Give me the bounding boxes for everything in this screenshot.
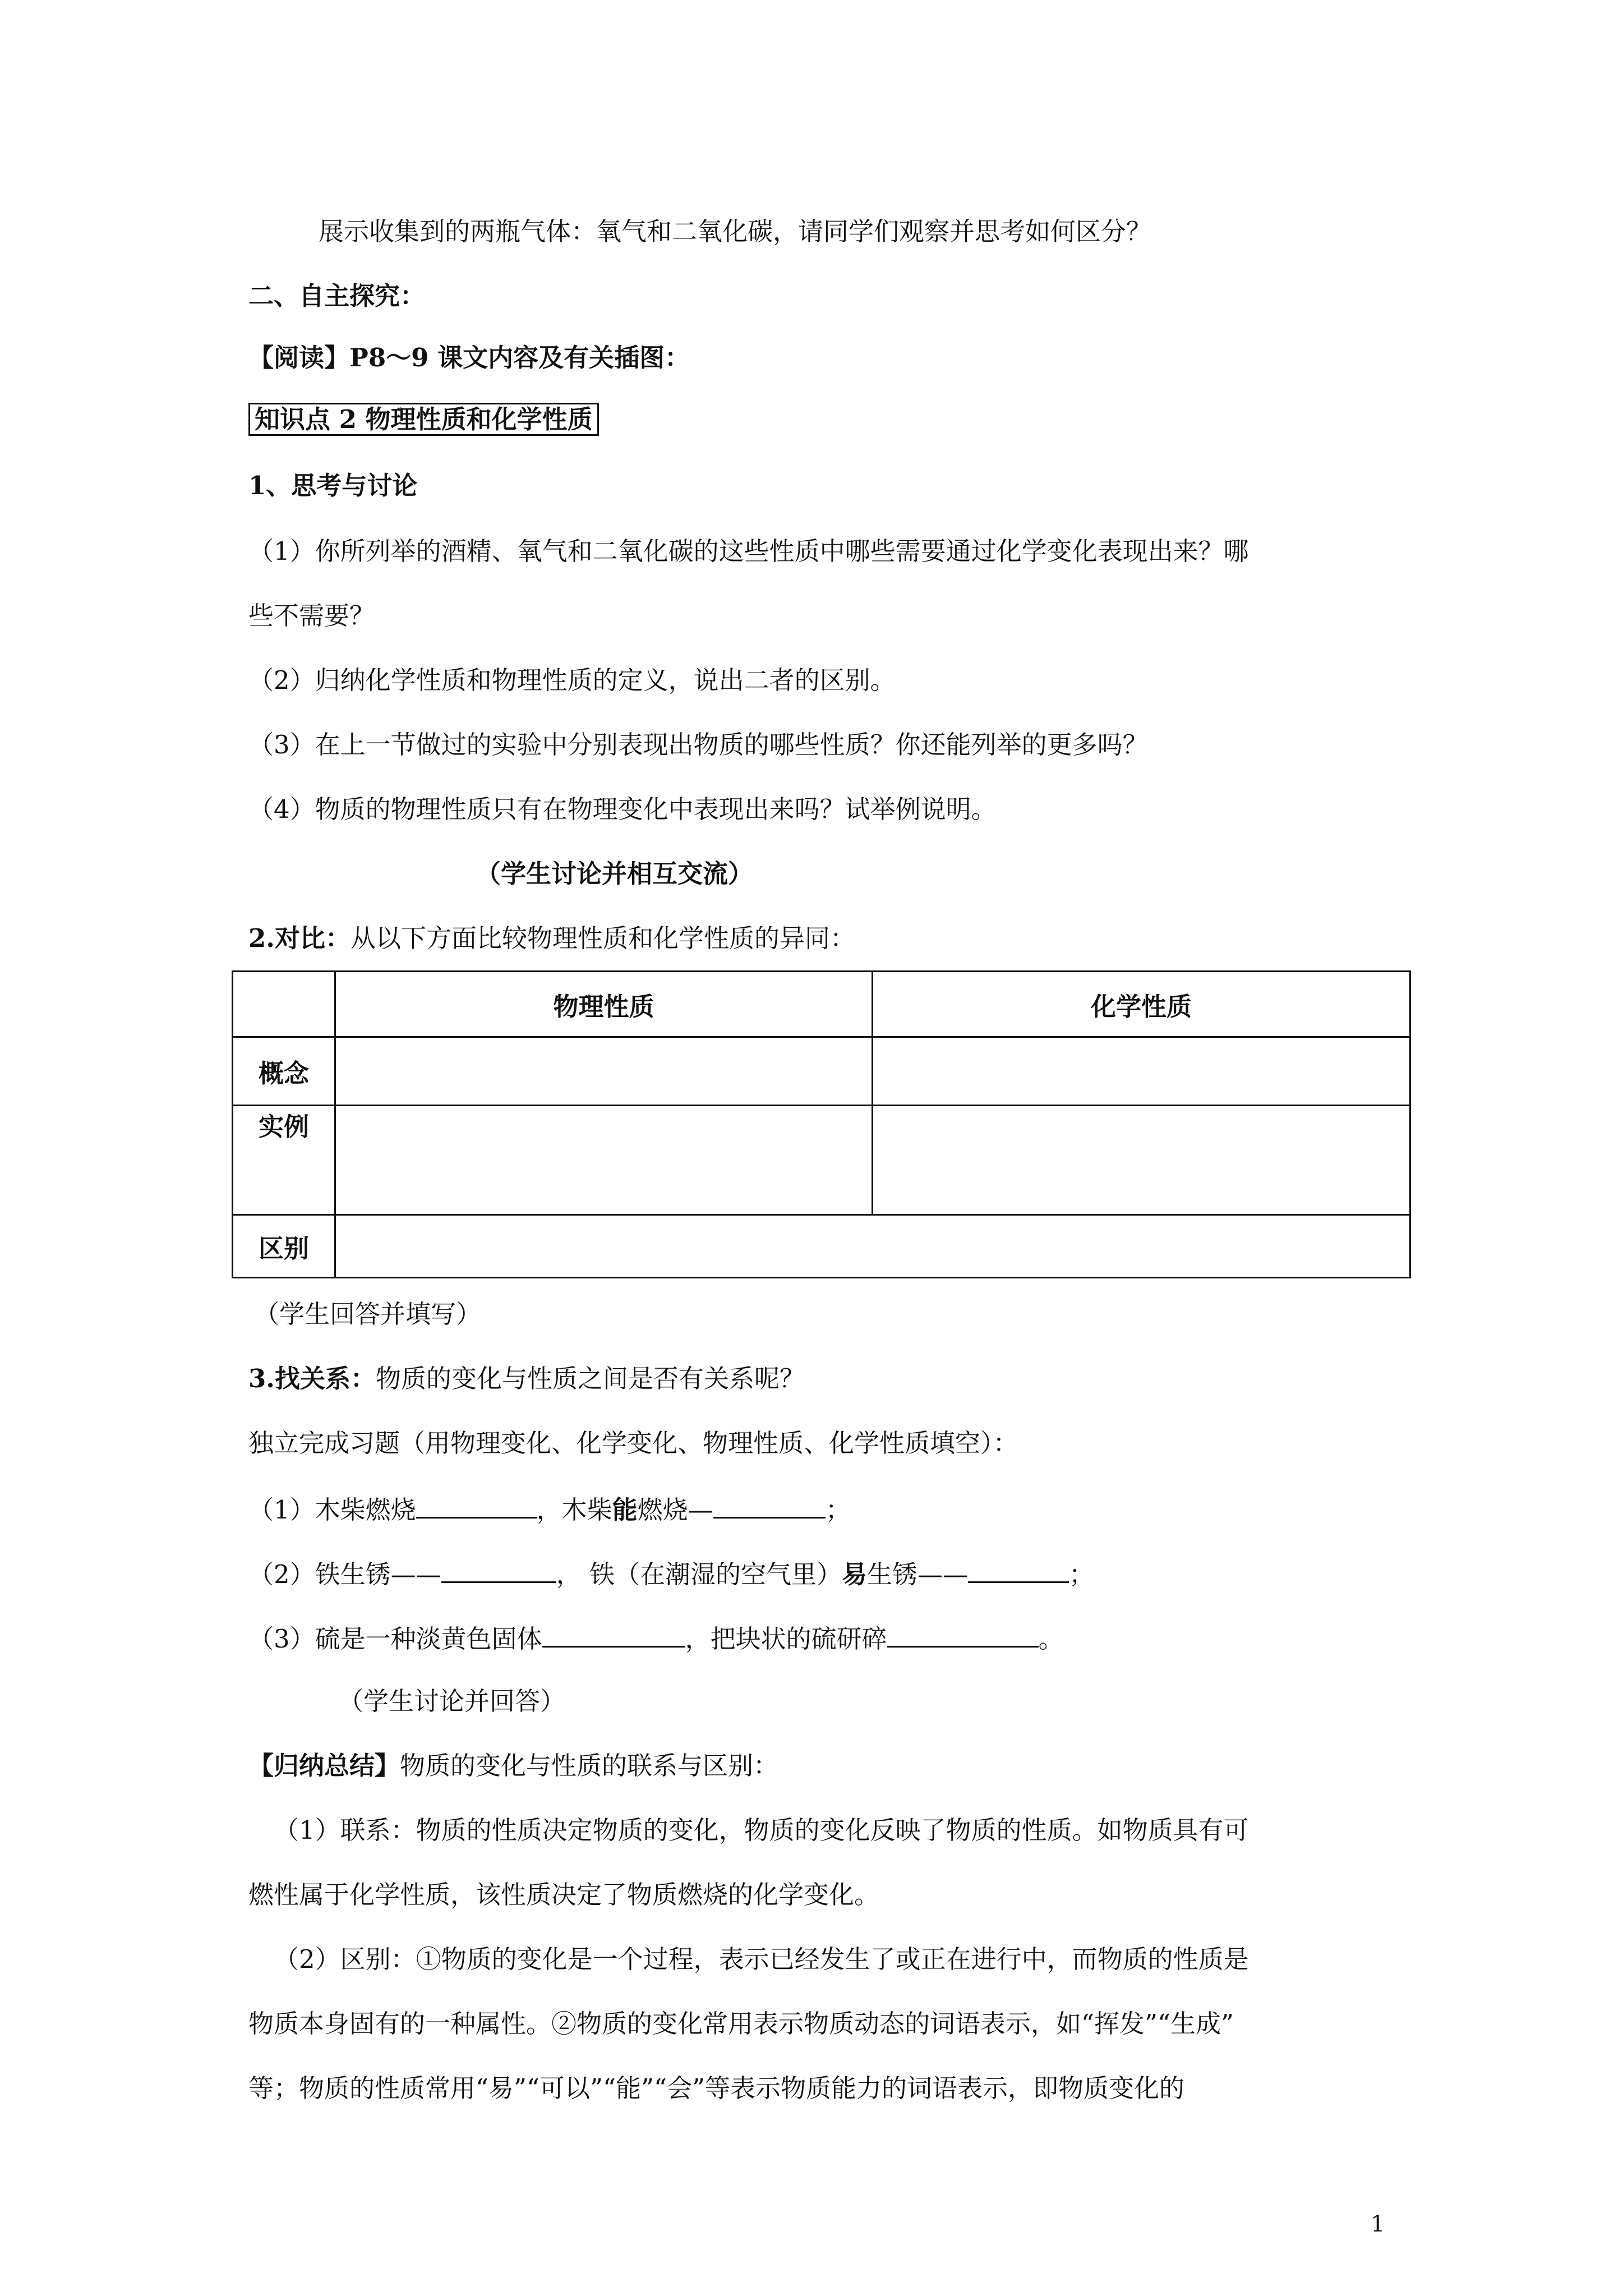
exercise-1-end: ； bbox=[825, 1495, 851, 1525]
section-heading: 二、自主探究： bbox=[248, 281, 426, 311]
knowledge-point-box bbox=[248, 403, 599, 436]
compare-line bbox=[248, 922, 855, 955]
summary-line bbox=[248, 1749, 778, 1783]
summary-2-line-3: 等；物质的性质常用“易”“可以”“能”“会”等表示物质能力的词语表示，即物质变化的 bbox=[248, 2073, 1185, 2103]
header-chemical-property: 化学性质 bbox=[873, 972, 1410, 1037]
summary-2-line-1: （2）区别：①物质的变化是一个过程，表示已经发生了或正在进行中，而物质的性质是 bbox=[274, 1944, 1249, 1974]
exercise-2 bbox=[248, 1556, 1094, 1591]
exercise-2-keyword: 易 bbox=[841, 1559, 867, 1589]
summary-2-line-2: 物质本身固有的一种属性。②物质的变化常用表示物质动态的词语表示，如“挥发”“生成” bbox=[248, 2009, 1234, 2039]
exercise-3-blank-2[interactable] bbox=[887, 1620, 1039, 1648]
question-1-line-2: 些不需要？ bbox=[248, 601, 375, 631]
student-fill-note: （学生回答并填写） bbox=[254, 1299, 482, 1329]
exercise-3-blank-1[interactable] bbox=[542, 1620, 685, 1648]
header-physical-property: 物理性质 bbox=[335, 972, 873, 1037]
relation-label: 3.找关系： bbox=[248, 1364, 376, 1393]
exercise-1-keyword: 能 bbox=[612, 1495, 638, 1525]
comparison-table bbox=[232, 970, 1411, 1278]
exercise-1 bbox=[248, 1491, 851, 1527]
exercise-2-end: ； bbox=[1068, 1559, 1094, 1589]
exercise-2-blank-2[interactable] bbox=[968, 1556, 1069, 1583]
row-label-difference: 区别 bbox=[233, 1215, 335, 1278]
cell-example-chemical bbox=[873, 1106, 1410, 1215]
cell-concept-physical bbox=[335, 1037, 873, 1106]
exercise-2-part-d: 生锈—— bbox=[866, 1559, 968, 1589]
summary-text: 物质的变化与性质的联系与区别： bbox=[400, 1751, 779, 1780]
exercise-2-blank-1[interactable] bbox=[441, 1556, 556, 1583]
exercise-3-part-b: ，把块状的硫研碎 bbox=[685, 1624, 887, 1654]
cell-concept-chemical bbox=[873, 1037, 1410, 1106]
intro-text: 展示收集到的两瓶气体：氧气和二氧化碳，请同学们观察并思考如何区分？ bbox=[319, 217, 1152, 246]
summary-1-line-1: （1）联系：物质的性质决定物质的变化，物质的变化反映了物质的性质。如物质具有可 bbox=[274, 1815, 1249, 1845]
question-3: （3）在上一节做过的实验中分别表现出物质的哪些性质？你还能列举的更多吗？ bbox=[248, 730, 1148, 760]
student-answer-note: （学生讨论并回答） bbox=[338, 1686, 566, 1716]
cell-example-physical bbox=[335, 1106, 873, 1215]
exercise-1-blank-1[interactable] bbox=[416, 1491, 537, 1519]
exercise-2-part-a: （2）铁生锈—— bbox=[248, 1559, 441, 1589]
question-2: （2）归纳化学性质和物理性质的定义，说出二者的区别。 bbox=[248, 665, 896, 695]
discussion-heading: 1、思考与讨论 bbox=[248, 471, 418, 500]
exercise-1-blank-2[interactable] bbox=[713, 1491, 826, 1519]
summary-label: 【归纳总结】 bbox=[248, 1751, 400, 1780]
table-header-row bbox=[233, 972, 1410, 1037]
row-label-example: 实例 bbox=[233, 1106, 335, 1215]
exercise-2-part-b: ， 铁（在潮湿的空气里） bbox=[556, 1559, 842, 1589]
table-row-concept bbox=[233, 1037, 1410, 1106]
table-row-difference bbox=[233, 1215, 1410, 1278]
question-4: （4）物质的物理性质只有在物理变化中表现出来吗？试举例说明。 bbox=[248, 794, 997, 824]
table-row-example bbox=[233, 1106, 1410, 1215]
exercise-3-end: 。 bbox=[1038, 1624, 1064, 1654]
reading-instruction bbox=[248, 341, 690, 375]
reading-text: 【阅读】P8～9 课文内容及有关插图： bbox=[248, 343, 690, 372]
page-number: 1 bbox=[1371, 2211, 1385, 2237]
relation-text: 物质的变化与性质之间是否有关系呢？ bbox=[375, 1364, 805, 1393]
summary-1-line-2: 燃性属于化学性质，该性质决定了物质燃烧的化学变化。 bbox=[248, 1880, 880, 1910]
relation-line bbox=[248, 1362, 805, 1396]
exercise-3 bbox=[248, 1620, 1064, 1656]
cell-difference bbox=[335, 1215, 1410, 1278]
exercise-1-part-a: （1）木柴燃烧 bbox=[248, 1495, 416, 1525]
exercise-3-part-a: （3）硫是一种淡黄色固体 bbox=[248, 1624, 542, 1654]
table-corner-cell bbox=[233, 972, 335, 1037]
exercise-1-part-d: 燃烧— bbox=[637, 1495, 713, 1525]
knowledge-point-title: 知识点 2 物理性质和化学性质 bbox=[248, 403, 599, 436]
row-label-concept: 概念 bbox=[233, 1037, 335, 1106]
compare-label: 2.对比： bbox=[248, 923, 351, 953]
exercise-1-part-b: ，木柴 bbox=[536, 1495, 612, 1525]
question-1-line-1: （1）你所列举的酒精、氧气和二氧化碳的这些性质中哪些需要通过化学变化表现出来？哪 bbox=[248, 536, 1249, 566]
exercise-intro: 独立完成习题（用物理变化、化学变化、物理性质、化学性质填空）： bbox=[248, 1428, 1018, 1458]
compare-text: 从以下方面比较物理性质和化学性质的异同： bbox=[350, 923, 855, 953]
student-discuss-note: （学生讨论并相互交流） bbox=[476, 859, 754, 889]
